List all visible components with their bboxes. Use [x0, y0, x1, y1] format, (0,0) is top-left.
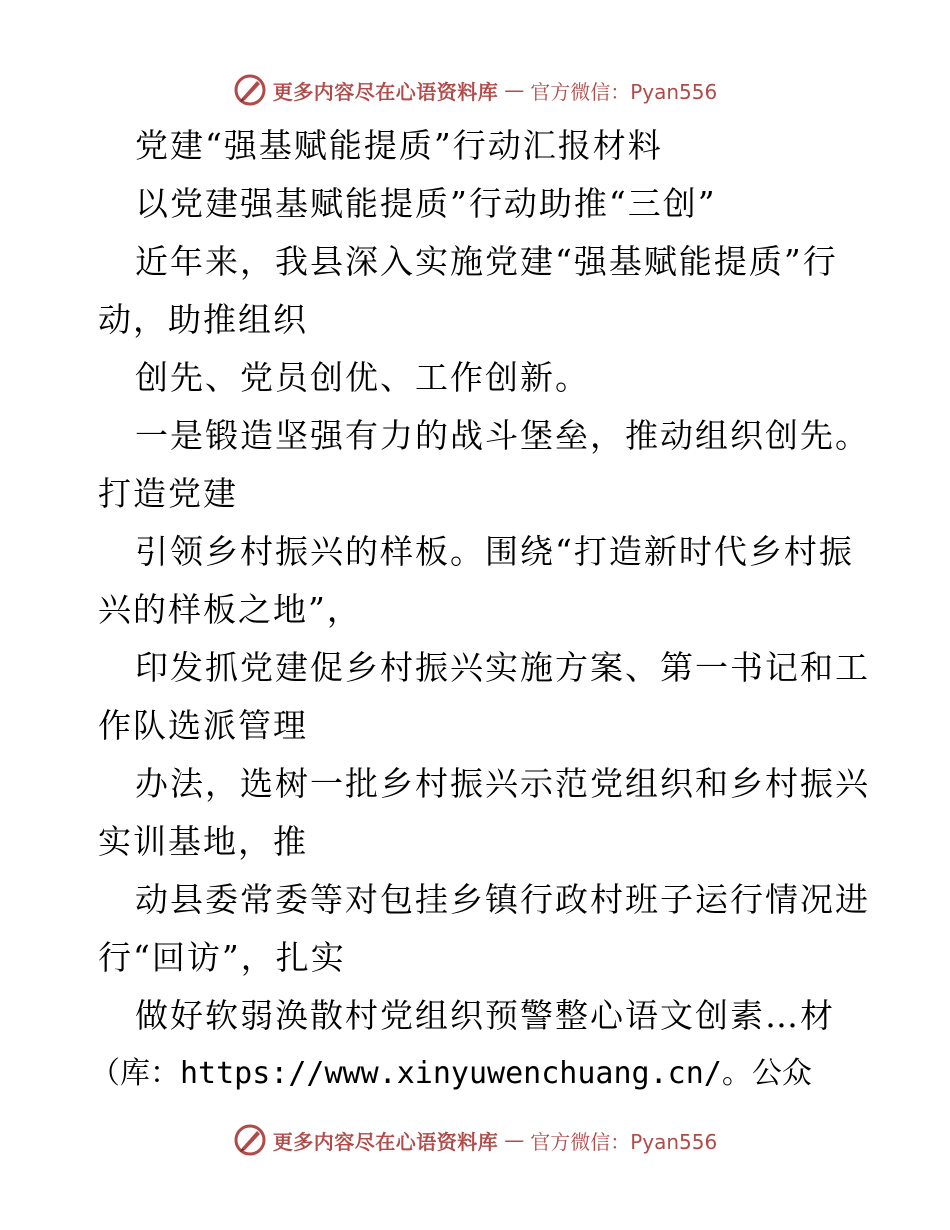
- paragraph-line: 打造党建: [98, 474, 238, 513]
- header-banner-text: 更多内容尽在心语资料库: [272, 79, 499, 104]
- paragraph-line: 动，助推组织: [98, 300, 308, 339]
- paragraph-line: 实训基地，推: [98, 822, 308, 861]
- document-body: [90, 117, 870, 1103]
- paragraph-line: 行“回访”，扎实: [98, 938, 346, 977]
- paragraph-line: 兴的样板之地”，: [98, 590, 362, 629]
- paragraph-line: 创先、党员创优、工作创新。: [135, 358, 590, 397]
- header-separator: —: [504, 78, 525, 102]
- paragraph-line: 办法，选树一批乡村振兴示范党组织和乡村振兴: [135, 764, 870, 803]
- paragraph-line: 印发抓党建促乡村振兴实施方案、第一书记和工: [135, 648, 870, 687]
- quill-logo-icon: [233, 1123, 267, 1157]
- paragraph-line: 近年来，我县深入实施党建“强基赋能提质”行: [135, 242, 838, 281]
- paragraph-line: 一是锻造坚强有力的战斗堡垒，推动组织创先。: [135, 416, 870, 455]
- header-wechat-label: 官方微信：Pyan556: [530, 79, 718, 104]
- doc-title: 党建“强基赋能提质”行动汇报材料: [135, 126, 663, 165]
- header-banner: [0, 70, 950, 110]
- footer-separator: —: [504, 1128, 525, 1152]
- source-url-line: （库：https://www.xinyuwenchuang.cn/。公众: [90, 1056, 812, 1091]
- footer-wechat-label: 官方微信：Pyan556: [530, 1129, 718, 1154]
- quill-logo-icon: [233, 73, 267, 107]
- doc-subtitle: 以党建强基赋能提质”行动助推“三创”: [135, 184, 717, 223]
- paragraph-line: 做好软弱涣散村党组织预警整心语文创素…材: [135, 996, 835, 1035]
- paragraph-line: 作队选派管理: [98, 706, 308, 745]
- paragraph-line: 动县委常委等对包挂乡镇行政村班子运行情况进: [135, 880, 870, 919]
- footer-banner: [0, 1120, 950, 1160]
- footer-banner-text: 更多内容尽在心语资料库: [272, 1129, 499, 1154]
- paragraph-line: 引领乡村振兴的样板。围绕“打造新时代乡村振: [135, 532, 854, 571]
